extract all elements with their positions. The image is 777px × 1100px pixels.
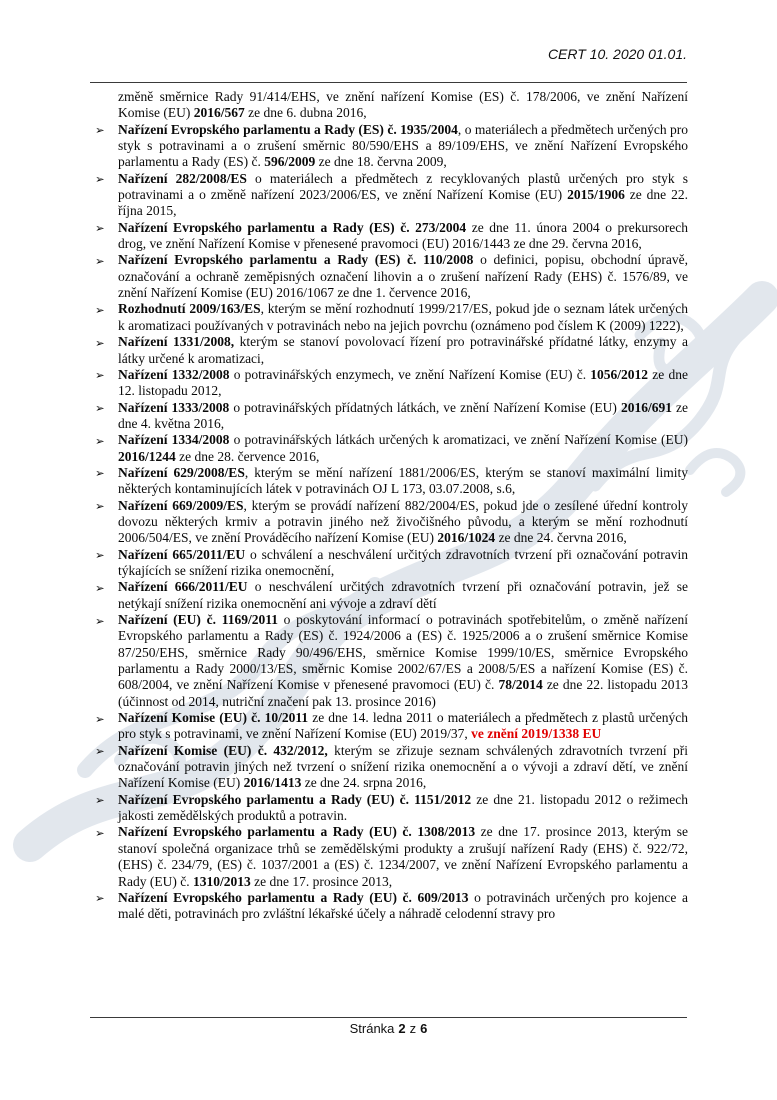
- regulation-title-text: Nařízení Evropského parlamentu a Rady (ES) č. 273/2004: [118, 219, 467, 235]
- regulation-title-text: Rozhodnutí 2009/163/ES: [118, 301, 261, 317]
- regulation-title-text: Nařízení Komise (EU) č. 10/2011: [118, 710, 309, 726]
- list-bullet-arrow-icon: ➢: [95, 466, 105, 481]
- body-text: ze dne 12. listopadu 2012,: [118, 366, 688, 399]
- regulation-title-text: Nařízení (EU) č. 1169/2011: [118, 612, 278, 627]
- body-text: , kterým se mění nařízení 1881/2006/ES, kterým se stanoví maximální limity některých kontaminujících látek v potravinách OJ L 173, 03.07.2008, s.6,: [118, 464, 688, 497]
- list-bullet-arrow-icon: ➢: [95, 253, 105, 268]
- body-text: ze dne 11. února 2004 o prekursorech drog, ve znění Nařízení Komise v přenesené pravomoci (EU) 2016/1443 ze dne 29. června 2016,: [118, 219, 688, 252]
- regulation-list-item: [95, 579, 688, 612]
- regulation-list-item: [95, 743, 688, 792]
- regulation-list-item: [95, 171, 688, 220]
- page-number-label: Stránka: [349, 1021, 395, 1036]
- list-bullet-arrow-icon: ➢: [95, 499, 105, 514]
- footer-divider: [90, 1017, 687, 1018]
- regulation-title-text: 78/2014: [498, 677, 543, 693]
- page-number: [90, 1021, 687, 1036]
- regulation-title-text: Nařízení Evropského parlamentu a Rady (ES) č. 1935/2004: [118, 121, 458, 137]
- page-number-current: 2: [398, 1021, 406, 1036]
- list-bullet-arrow-icon: ➢: [95, 580, 105, 595]
- list-bullet-arrow-icon: ➢: [95, 548, 105, 563]
- list-bullet-arrow-icon: ➢: [95, 891, 105, 906]
- regulation-list-item: [95, 824, 688, 889]
- body-text: o potravinářských přídatných látkách, ve znění Nařízení Komise (EU): [229, 399, 621, 415]
- regulation-list-item: [95, 367, 688, 400]
- body-content: [95, 89, 688, 923]
- header-divider: [90, 82, 687, 83]
- body-text: o potravinářských látkách určených k aromatizaci, ve znění Nařízení Komise (EU): [229, 432, 688, 448]
- body-text: ze dne 6. dubna 2016,: [244, 105, 367, 121]
- body-text: ze dne 17. prosince 2013, kterým se stanoví společná organizace trhů se zemědělskými produkty a zrušují nařízení Rady (EHS) č. 922/72, (EHS) č. 234/79, (ES) č. 1037/2001 a (ES) č. 1234/2007, ve znění Nařízení Evropského parlamentu a Rady (EU) č.: [118, 824, 688, 889]
- regulation-title-text: Nařízení 282/2008/ES: [118, 170, 247, 186]
- regulation-title-text: 2015/1906: [567, 187, 625, 203]
- regulation-list-item: [95, 612, 688, 710]
- list-bullet-arrow-icon: ➢: [95, 302, 105, 317]
- body-text: ze dne 4. května 2016,: [118, 399, 688, 431]
- list-bullet-arrow-icon: ➢: [95, 335, 105, 350]
- body-text: , o materiálech a předmětech určených pro styk s potravinami a o zrušení směrnic 80/590/EHS a 89/109/EHS, ve znění Nařízení Evropského parlamentu a Rady (ES) č.: [118, 121, 688, 170]
- regulation-title-text: Nařízení Komise (EU) č. 432/2012,: [118, 742, 328, 758]
- body-text: o schválení a neschválení určitých zdravotních tvrzení při označování potravin týkajících se snížení rizika onemocnění,: [118, 546, 688, 578]
- body-text: změně směrnice Rady 91/414/EHS, ve znění nařízení Komise (ES) č. 178/2006, ve znění Nařízení Komise (EU): [118, 89, 688, 121]
- regulation-title-text: 2016/1413: [243, 775, 302, 791]
- body-text: o neschválení určitých zdravotních tvrzení při označování potravin, jež se netýkají snížení rizika onemocnění ani vývoje a zdraví dětí: [118, 579, 689, 611]
- page-number-total: 6: [420, 1021, 428, 1036]
- list-bullet-arrow-icon: ➢: [95, 221, 105, 236]
- regulation-title-text: 2016/1024: [437, 530, 496, 546]
- regulation-title-text: 2016/1244: [118, 448, 176, 464]
- body-text: , kterým se mění rozhodnutí 1999/217/ES, pokud jde o seznam látek určených k aromatizaci používaných v potravinách nebo na jejich povrchu (oznámeno pod číslem K (2009) 1222),: [118, 301, 688, 333]
- list-bullet-arrow-icon: ➢: [95, 711, 105, 726]
- regulation-title-text: Nařízení 1333/2008: [118, 399, 230, 415]
- continuation-paragraph: [95, 89, 688, 122]
- regulation-list-item: [95, 792, 688, 825]
- list-bullet-arrow-icon: ➢: [95, 172, 105, 187]
- regulation-title-text: 1056/2012: [590, 366, 649, 382]
- regulation-title-text: Nařízení Evropského parlamentu a Rady (EU) č. 1308/2013: [118, 824, 476, 840]
- regulation-list-item: [95, 334, 688, 367]
- regulation-title-text: Nařízení Evropského parlamentu a Rady (ES) č. 110/2008: [118, 252, 474, 268]
- body-text: kterým se stanoví povolovací řízení pro potravinářské přídatné látky, enzymy a látky určené k aromatizaci,: [118, 334, 688, 366]
- body-text: ze dne 22. října 2015,: [118, 187, 688, 219]
- regulation-title-text: 596/2009: [264, 154, 316, 170]
- regulation-title-text: Nařízení 666/2011/EU: [118, 579, 248, 595]
- regulation-title-text: Nařízení 1334/2008: [118, 432, 230, 448]
- regulation-list-item: [95, 710, 688, 743]
- list-bullet-arrow-icon: ➢: [95, 793, 105, 808]
- regulation-list-item: [95, 400, 688, 433]
- list-bullet-arrow-icon: ➢: [95, 613, 105, 628]
- regulation-list-item: [95, 498, 688, 547]
- regulation-title-text: Nařízení Evropského parlamentu a Rady (EU) č. 1151/2012: [118, 791, 472, 807]
- body-text: ze dne 18. června 2009,: [315, 154, 447, 170]
- regulation-list-item: [95, 301, 688, 334]
- body-text: o poskytování informací o potravinách spotřebitelům, o změně nařízení Evropského parlamentu a Rady (ES) č. 1924/2006 a (ES) č. 1925/2006 a o zrušení směrnice Komise 87/250/EHS, směrnice Rady 90/496/EHS, směrnice Komise 1999/10/ES, směrnice Evropského parlamentu a Rady 2000/13/ES, směrnic Komise 2002/67/ES a 2008/5/ES a nařízení Komise (ES) č. 608/2004, ve znění Nařízení Komise v přenesené pravomoci (EU) č.: [118, 612, 688, 693]
- regulation-title-text: 2016/691: [620, 399, 672, 415]
- regulation-title-text: Nařízení 1332/2008: [118, 366, 230, 382]
- list-bullet-arrow-icon: ➢: [95, 825, 105, 840]
- body-text: o potravinářských enzymech, ve znění Nařízení Komise (EU) č.: [229, 366, 591, 382]
- body-text: ze dne 21. listopadu 2012 o režimech jakosti zemědělských produktů a potravin.: [118, 791, 688, 824]
- body-text: ze dne 14. ledna 2011 o materiálech a předmětech z plastů určených pro styk s potravinami, ve znění Nařízení Komise (EU) 2019/37,: [118, 710, 688, 742]
- highlighted-red-text: ve znění 2019/1338 EU: [471, 726, 602, 742]
- list-bullet-arrow-icon: ➢: [95, 123, 105, 138]
- list-bullet-arrow-icon: ➢: [95, 401, 105, 416]
- body-text: o definici, popisu, obchodní úpravě, označování a ochraně zeměpisných označení lihovin a o zrušení nařízení Rady (EHS) č. 1576/89, ve znění Nařízení Komise (EU) 2016/1067 ze dne 1. července 2016,: [118, 252, 688, 301]
- regulation-title-text: Nařízení 665/2011/EU: [118, 546, 246, 562]
- list-bullet-arrow-icon: ➢: [95, 368, 105, 383]
- regulation-title-text: Nařízení 1331/2008,: [118, 334, 235, 350]
- regulation-list-item: [95, 890, 688, 923]
- regulation-list-item: [95, 432, 688, 465]
- regulation-list-item: [95, 252, 688, 301]
- regulation-list-item: [95, 220, 688, 253]
- body-text: ze dne 17. prosince 2013,: [250, 873, 393, 889]
- regulation-list-item: [95, 122, 688, 171]
- regulation-title-text: Nařízení Evropského parlamentu a Rady (EU) č. 609/2013: [118, 889, 469, 905]
- body-text: o potravinách určených pro kojence a malé děti, potravinách pro zvláštní lékařské účely a náhradě celodenní stravy pro: [118, 889, 688, 922]
- regulation-title-text: 1310/2013: [192, 873, 251, 889]
- regulation-title-text: 2016/567: [193, 105, 245, 121]
- body-text: kterým se zřizuje seznam schválených zdravotních tvrzení při označování potravin jiných než tvrzení o snížení rizika onemocnění a o vývoji a zdraví dětí, ve znění Nařízení Komise (EU): [118, 742, 688, 791]
- body-text: ze dne 24. srpna 2016,: [301, 775, 427, 791]
- list-bullet-arrow-icon: ➢: [95, 744, 105, 759]
- regulation-title-text: Nařízení 629/2008/ES: [118, 464, 245, 480]
- regulation-list-item: [95, 547, 688, 580]
- regulation-list-item: [95, 465, 688, 498]
- header-title: CERT 10. 2020 01.01.: [547, 46, 687, 62]
- body-text: , kterým se provádí nařízení 882/2004/ES, pokud jde o zesílené úřední kontroly dovozu některých krmiv a potravin jiného než živočišného původu, a kterým se mění rozhodnutí 2006/504/ES, ve znění Prováděcího nařízení Komise (EU): [118, 497, 689, 546]
- regulation-title-text: Nařízení 669/2009/ES: [118, 497, 244, 513]
- body-text: ze dne 22. listopadu 2013 (účinnost od 2014, nutriční značení pak 13. prosince 2016): [118, 677, 688, 709]
- page-number-separator: z: [409, 1021, 417, 1036]
- list-bullet-arrow-icon: ➢: [95, 433, 105, 448]
- body-text: o materiálech a předmětech z recyklovaných plastů určených pro styk s potravinami a o změně nařízení 2023/2006/ES, ve znění Nařízení Komise (EU): [118, 170, 689, 203]
- body-text: ze dne 24. června 2016,: [495, 530, 627, 546]
- body-text: ze dne 28. července 2016,: [175, 448, 320, 464]
